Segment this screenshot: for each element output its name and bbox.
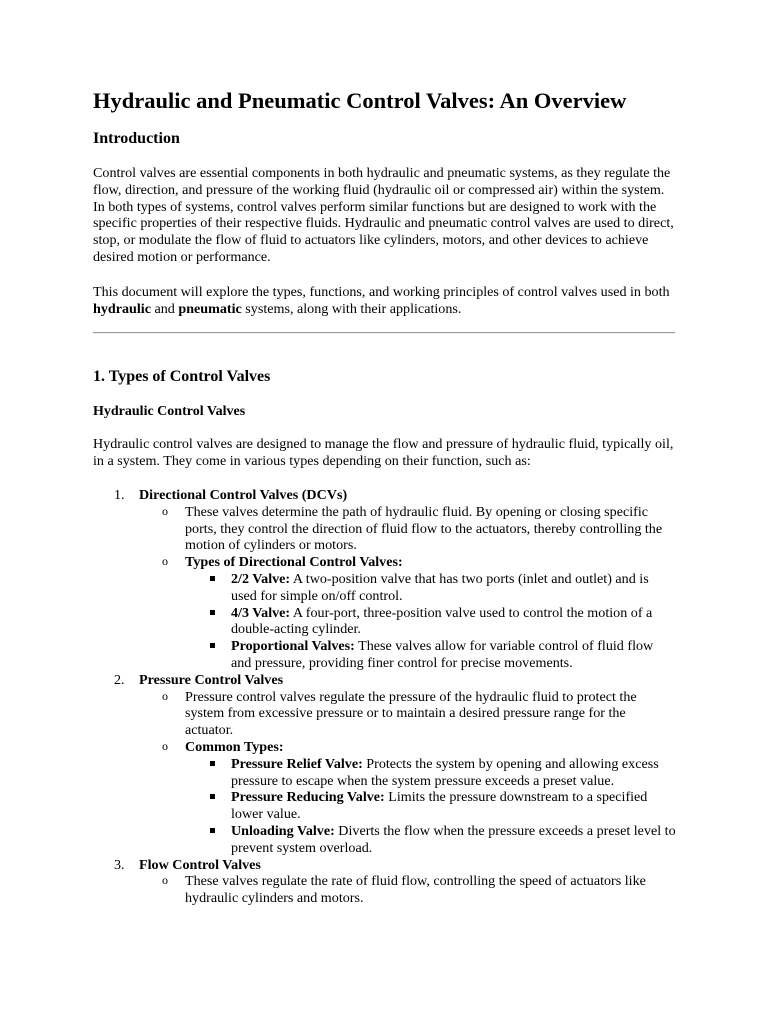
list-item-directional	[93, 487, 677, 504]
list-item-flow	[93, 857, 677, 874]
circle-bullet-icon: o	[162, 554, 168, 569]
document-title: Hydraulic and Pneumatic Control Valves: An Overview	[93, 88, 627, 113]
list-item-title: Flow Control Valves	[139, 856, 261, 873]
list-item-pressure	[93, 672, 677, 689]
square-bullet-icon	[210, 610, 215, 615]
list-subsubitem: Pressure Relief Valve: Protects the system by opening and allowing excess pressure to escape when the system pressure exceeds a preset value.	[93, 756, 677, 790]
list-subitem: o These valves determine the path of hydraulic fluid. By opening or closing specific ports, they control the direction of fluid flow to the actuators, thereby controlling the motion of cylinders or motors.	[162, 503, 663, 554]
circle-bullet-icon: o	[162, 503, 168, 518]
list-subitem: o Types of Directional Control Valves:	[162, 554, 403, 571]
square-bullet-icon	[210, 576, 215, 581]
square-bullet-icon	[210, 828, 215, 833]
valve-types-list	[93, 487, 677, 907]
list-number: 2.	[114, 671, 125, 688]
list-item-title: Directional Control Valves (DCVs)	[139, 487, 348, 503]
list-subsubitem: Proportional Valves: These valves allow for variable control of fluid flow and pressure, providing finer control for precise movements.	[93, 638, 677, 672]
square-bullet-icon	[210, 761, 215, 766]
pneumatic-emphasis: pneumatic	[178, 300, 242, 317]
circle-bullet-icon: o	[162, 738, 168, 753]
list-subitem: o Common Types:	[162, 738, 284, 755]
hydraulic-intro-paragraph: Hydraulic control valves are designed to manage the flow and pressure of hydraulic fluid, typically oil, in a system. They come in various types depending on their function, such as:	[93, 436, 674, 469]
list-item-title: Pressure Control Valves	[139, 671, 284, 688]
horizontal-rule	[93, 332, 675, 334]
hydraulic-emphasis: hydraulic	[93, 300, 151, 317]
circle-bullet-icon: o	[162, 873, 168, 888]
list-subitem: o These valves regulate the rate of fluid flow, controlling the speed of actuators like hydraulic cylinders and motors.	[162, 873, 646, 907]
list-subitem: o Pressure control valves regulate the pressure of the hydraulic fluid to protect the system from excessive pressure or to maintain a desired pressure range for the actuator.	[162, 688, 637, 739]
circle-bullet-icon: o	[162, 688, 168, 703]
square-bullet-icon	[210, 643, 215, 648]
section-1-heading: 1. Types of Control Valves	[93, 368, 271, 385]
list-subsubitem: 2/2 Valve: A two-position valve that has two ports (inlet and outlet) and is used for simple on/off control.	[93, 571, 677, 605]
intro-paragraph-1: Control valves are essential components in both hydraulic and pneumatic systems, as they regulate the flow, direction, and pressure of the working fluid (hydraulic oil or compressed air) within the system. In both types of systems, control valves perform similar functions but are designed to work with the specific properties of their respective fluids. Hydraulic and pneumatic control valves are used to direct, stop, or modulate the flow of fluid to actuators like cylinders, motors, and other devices to achieve desired motion or performance.	[93, 165, 674, 265]
list-subsubitem: 4/3 Valve: A four-port, three-position valve used to control the motion of a double-acting cylinder.	[93, 605, 677, 639]
list-subsubitem: Pressure Reducing Valve: Limits the pressure downstream to a specified lower value.	[93, 789, 677, 823]
list-number: 1.	[114, 487, 125, 503]
hydraulic-control-valves-heading: Hydraulic Control Valves	[93, 404, 246, 419]
list-number: 3.	[114, 856, 125, 873]
introduction-heading: Introduction	[93, 130, 180, 147]
list-subsubitem: Unloading Valve: Diverts the flow when the pressure exceeds a preset level to prevent system overload.	[93, 823, 677, 857]
intro-paragraph-2: This document will explore the types, functions, and working principles of control valves used in both hydraulic and pneumatic systems, along with their applications.	[93, 284, 670, 317]
square-bullet-icon	[210, 794, 215, 799]
